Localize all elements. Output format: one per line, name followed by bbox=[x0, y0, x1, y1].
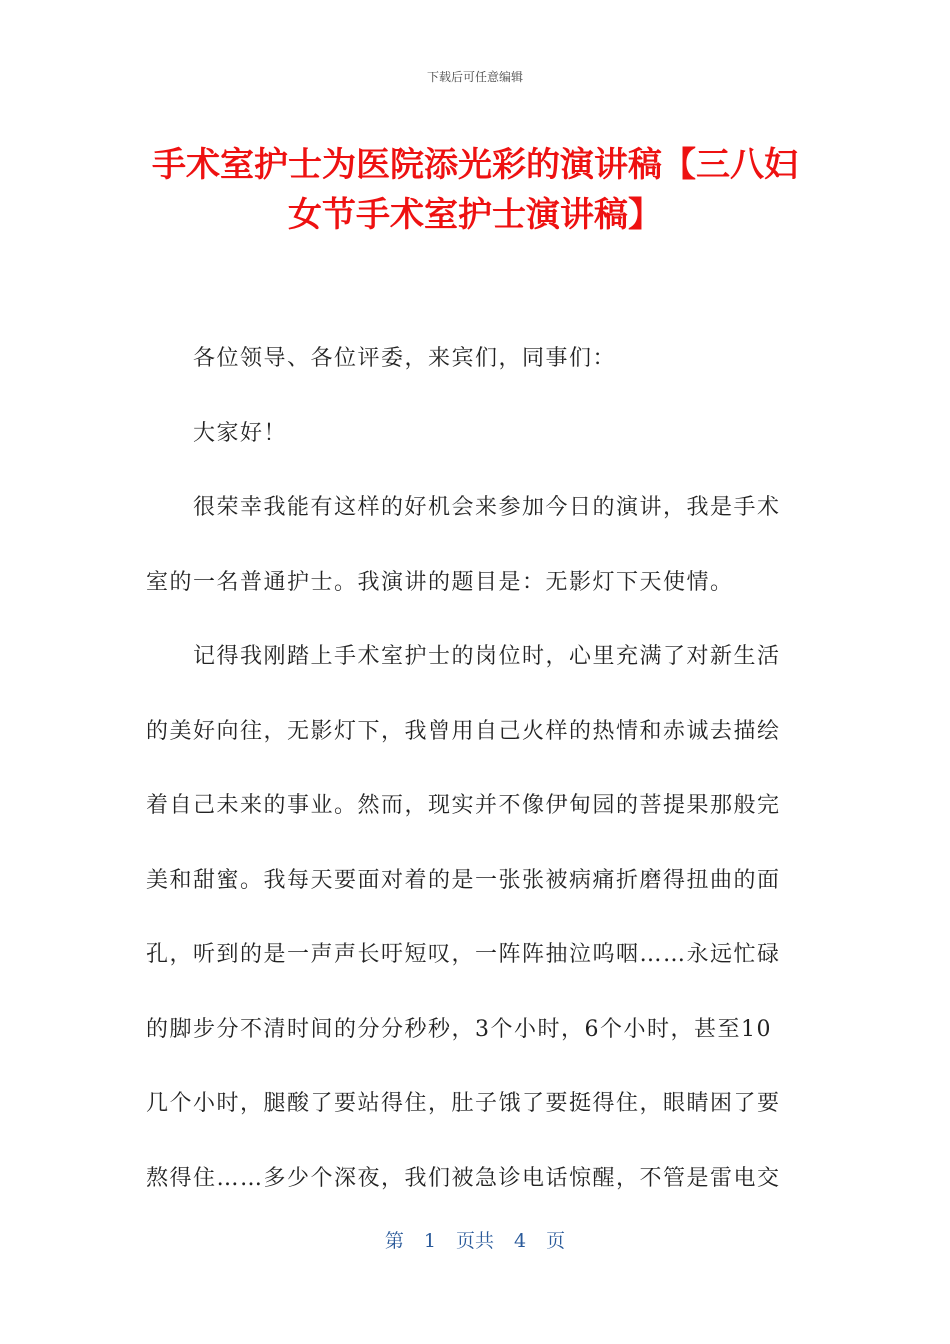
current-page-number: 1 bbox=[423, 1230, 436, 1252]
footer-label-ye-gong: 页共 bbox=[455, 1230, 494, 1252]
document-body bbox=[146, 322, 796, 1216]
footer-label-di: 第 bbox=[384, 1230, 404, 1252]
paragraph-line: 几个小时，腿酸了要站得住，肚子饿了要挺得住，眼睛困了要 bbox=[146, 1091, 781, 1116]
paragraph-line: 孔，听到的是一声声长吁短叹，一阵阵抽泣呜咽……永远忙碌 bbox=[146, 942, 781, 967]
footer-label-ye: 页 bbox=[546, 1230, 566, 1252]
paragraph-line: 的美好向往，无影灯下，我曾用自己火样的热情和赤诚去描绘 bbox=[146, 718, 781, 744]
title-line-2: 女节手术室护士演讲稿】 bbox=[288, 195, 662, 235]
page-footer bbox=[0, 1226, 950, 1253]
paragraph-line: 的脚步分不清时间的分分秒秒，3个小时，6个小时，甚至10 bbox=[146, 1016, 772, 1042]
download-note: 下载后可任意编辑 bbox=[426, 70, 523, 84]
document-title bbox=[140, 140, 810, 240]
title-line-1: 手术室护士为医院添光彩的演讲稿【三八妇 bbox=[152, 145, 798, 185]
paragraph-line: 熬得住……多少个深夜，我们被急诊电话惊醒，不管是雷电交 bbox=[146, 1165, 781, 1191]
greeting-line: 大家好！ bbox=[193, 420, 288, 446]
paragraph-line: 着自己未来的事业。然而，现实并不像伊甸园的菩提果那般完 bbox=[146, 793, 781, 818]
paragraph-line: 室的一名普通护士。我演讲的题目是：无影灯下天使情。 bbox=[146, 569, 734, 595]
paragraph-line: 美和甜蜜。我每天要面对着的是一张张被病痛折磨得扭曲的面 bbox=[146, 867, 781, 893]
salutation-line: 各位领导、各位评委，来宾们，同事们： bbox=[193, 346, 617, 371]
paragraph-line: 很荣幸我能有这样的好机会来参加今日的演讲，我是手术 bbox=[193, 495, 781, 520]
paragraph-line: 记得我刚踏上手术室护士的岗位时，心里充满了对新生活 bbox=[193, 644, 781, 669]
total-page-number: 4 bbox=[514, 1230, 527, 1252]
